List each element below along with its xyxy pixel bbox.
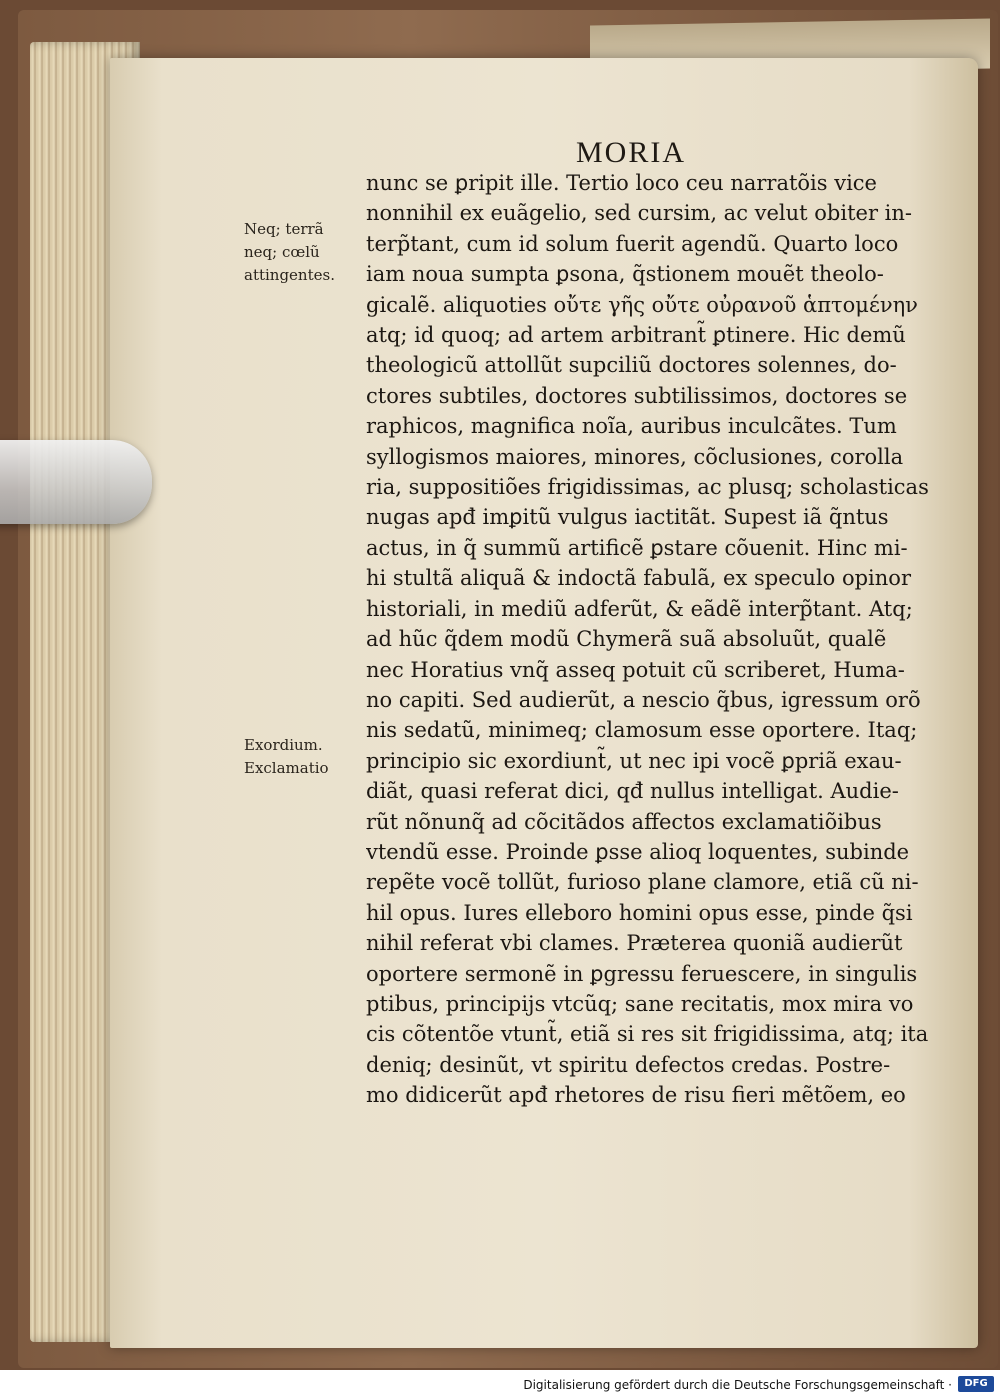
marginal-line: neq; cœlũ	[244, 243, 320, 261]
marginal-line: attingentes.	[244, 266, 335, 284]
footer-credit: Digitalisierung gefördert durch die Deutsche Forschungsgemeinschaft ·	[523, 1378, 952, 1392]
text-line: syllogismos maiores, minores, cõclusiones, corolla	[366, 444, 904, 469]
text-line: ad hũc q̃dem modũ Chymerã suã absoluũt, qualẽ	[366, 627, 887, 652]
text-line: nunc se ꝑripit ille. Tertio loco ceu narratõis vice	[366, 171, 877, 195]
text-line: diãt, quasi referat dici, qđ nullus intelligat. Audie-	[366, 779, 899, 804]
footer-bar	[0, 1370, 1000, 1398]
text-line: hil opus. Iures elleboro homini opus esse, pinde q̃si	[366, 900, 913, 925]
text-line: nugas apđ imꝑitũ vulgus iactitãt. Supest iã q̃ntus	[366, 505, 889, 530]
marginal-note-exordium	[244, 734, 364, 780]
text-line: ctores subtiles, doctores subtilissimos, doctores se	[366, 383, 908, 408]
running-head: MORIA	[576, 136, 687, 169]
dfg-logo: DFG	[958, 1376, 994, 1392]
main-text-block	[366, 168, 932, 1111]
text-line: theologicũ attollũt supciliũ doctores solennes, do-	[366, 353, 897, 378]
text-line: historiali, in mediũ adferũt, & eãdẽ interp̃tant. Atq;	[366, 596, 913, 621]
text-line: deniq; desinũt, vt spiritu defectos credas. Postre-	[366, 1052, 891, 1077]
text-line: actus, in q̃ summũ artificẽ ꝑstare cõuenit. Hinc mi-	[366, 535, 908, 560]
plastic-page-clip	[0, 440, 152, 524]
text-line: nonnihil ex euãgelio, sed cursim, ac velut obiter in-	[366, 201, 913, 226]
text-line: rũt nõnunq̃ ad cõcitãdos affectos exclamatiõibus	[366, 809, 882, 834]
text-line: principio sic exordiunt̃, ut nec ipi vocẽ ꝑpriã exau-	[366, 748, 902, 773]
text-line: iam noua sumpta ꝑsona, q̃stionem mouẽt theolo-	[366, 262, 884, 287]
text-line: mo didicerũt apđ rhetores de risu fieri mẽtõem, eo	[366, 1083, 906, 1108]
text-line: vtendũ esse. Proinde ꝑsse alioq loquentes, subinde	[366, 839, 910, 864]
text-line: no capiti. Sed audierũt, a nescio q̃bus, igressum orõ	[366, 687, 921, 712]
text-line: hi stultã aliquã & indoctã fabulã, ex speculo opinor	[366, 566, 911, 591]
text-line: nis sedatũ, minimeq; clamosum esse oportere. Itaq;	[366, 718, 918, 743]
text-line: cis cõtentõe vtunt̃, etiã si res sit frigidissima, atq; ita	[366, 1022, 929, 1047]
text-line: terp̃tant, cum id solum fuerit agendũ. Quarto loco	[366, 231, 899, 256]
text-line: nec Horatius vnq̃ asseq potuit cũ scriberet, Huma-	[366, 657, 905, 682]
text-line: gicalẽ. aliquoties οὔτε γῆς οὔτε οὐρανοῦ ἁπτομένην	[366, 292, 918, 317]
text-line: repẽte vocẽ tollũt, furioso plane clamore, etiã cũ ni-	[366, 870, 919, 895]
marginal-line: Exordium.	[244, 736, 323, 754]
marginal-note-terra	[244, 218, 364, 287]
text-line: nihil referat vbi clames. Præterea quoniã audierũt	[366, 931, 903, 956]
text-line: ptibus, principijs vtcũq; sane recitatis, mox mira vo	[366, 991, 914, 1016]
marginal-line: Exclamatio	[244, 759, 329, 777]
text-line: oportere sermonẽ in ꝑgressu feruescere, in singulis	[366, 961, 918, 986]
text-line: ria, suppositiões frigidissimas, ac plusq; scholasticas	[366, 475, 929, 500]
text-line: atq; id quoq; ad artem arbitrant̃ ꝑtinere. Hic demũ	[366, 323, 906, 348]
text-line: raphicos, magnifica noĩa, auribus inculcãtes. Tum	[366, 414, 897, 439]
marginal-line: Neq; terrã	[244, 220, 324, 238]
